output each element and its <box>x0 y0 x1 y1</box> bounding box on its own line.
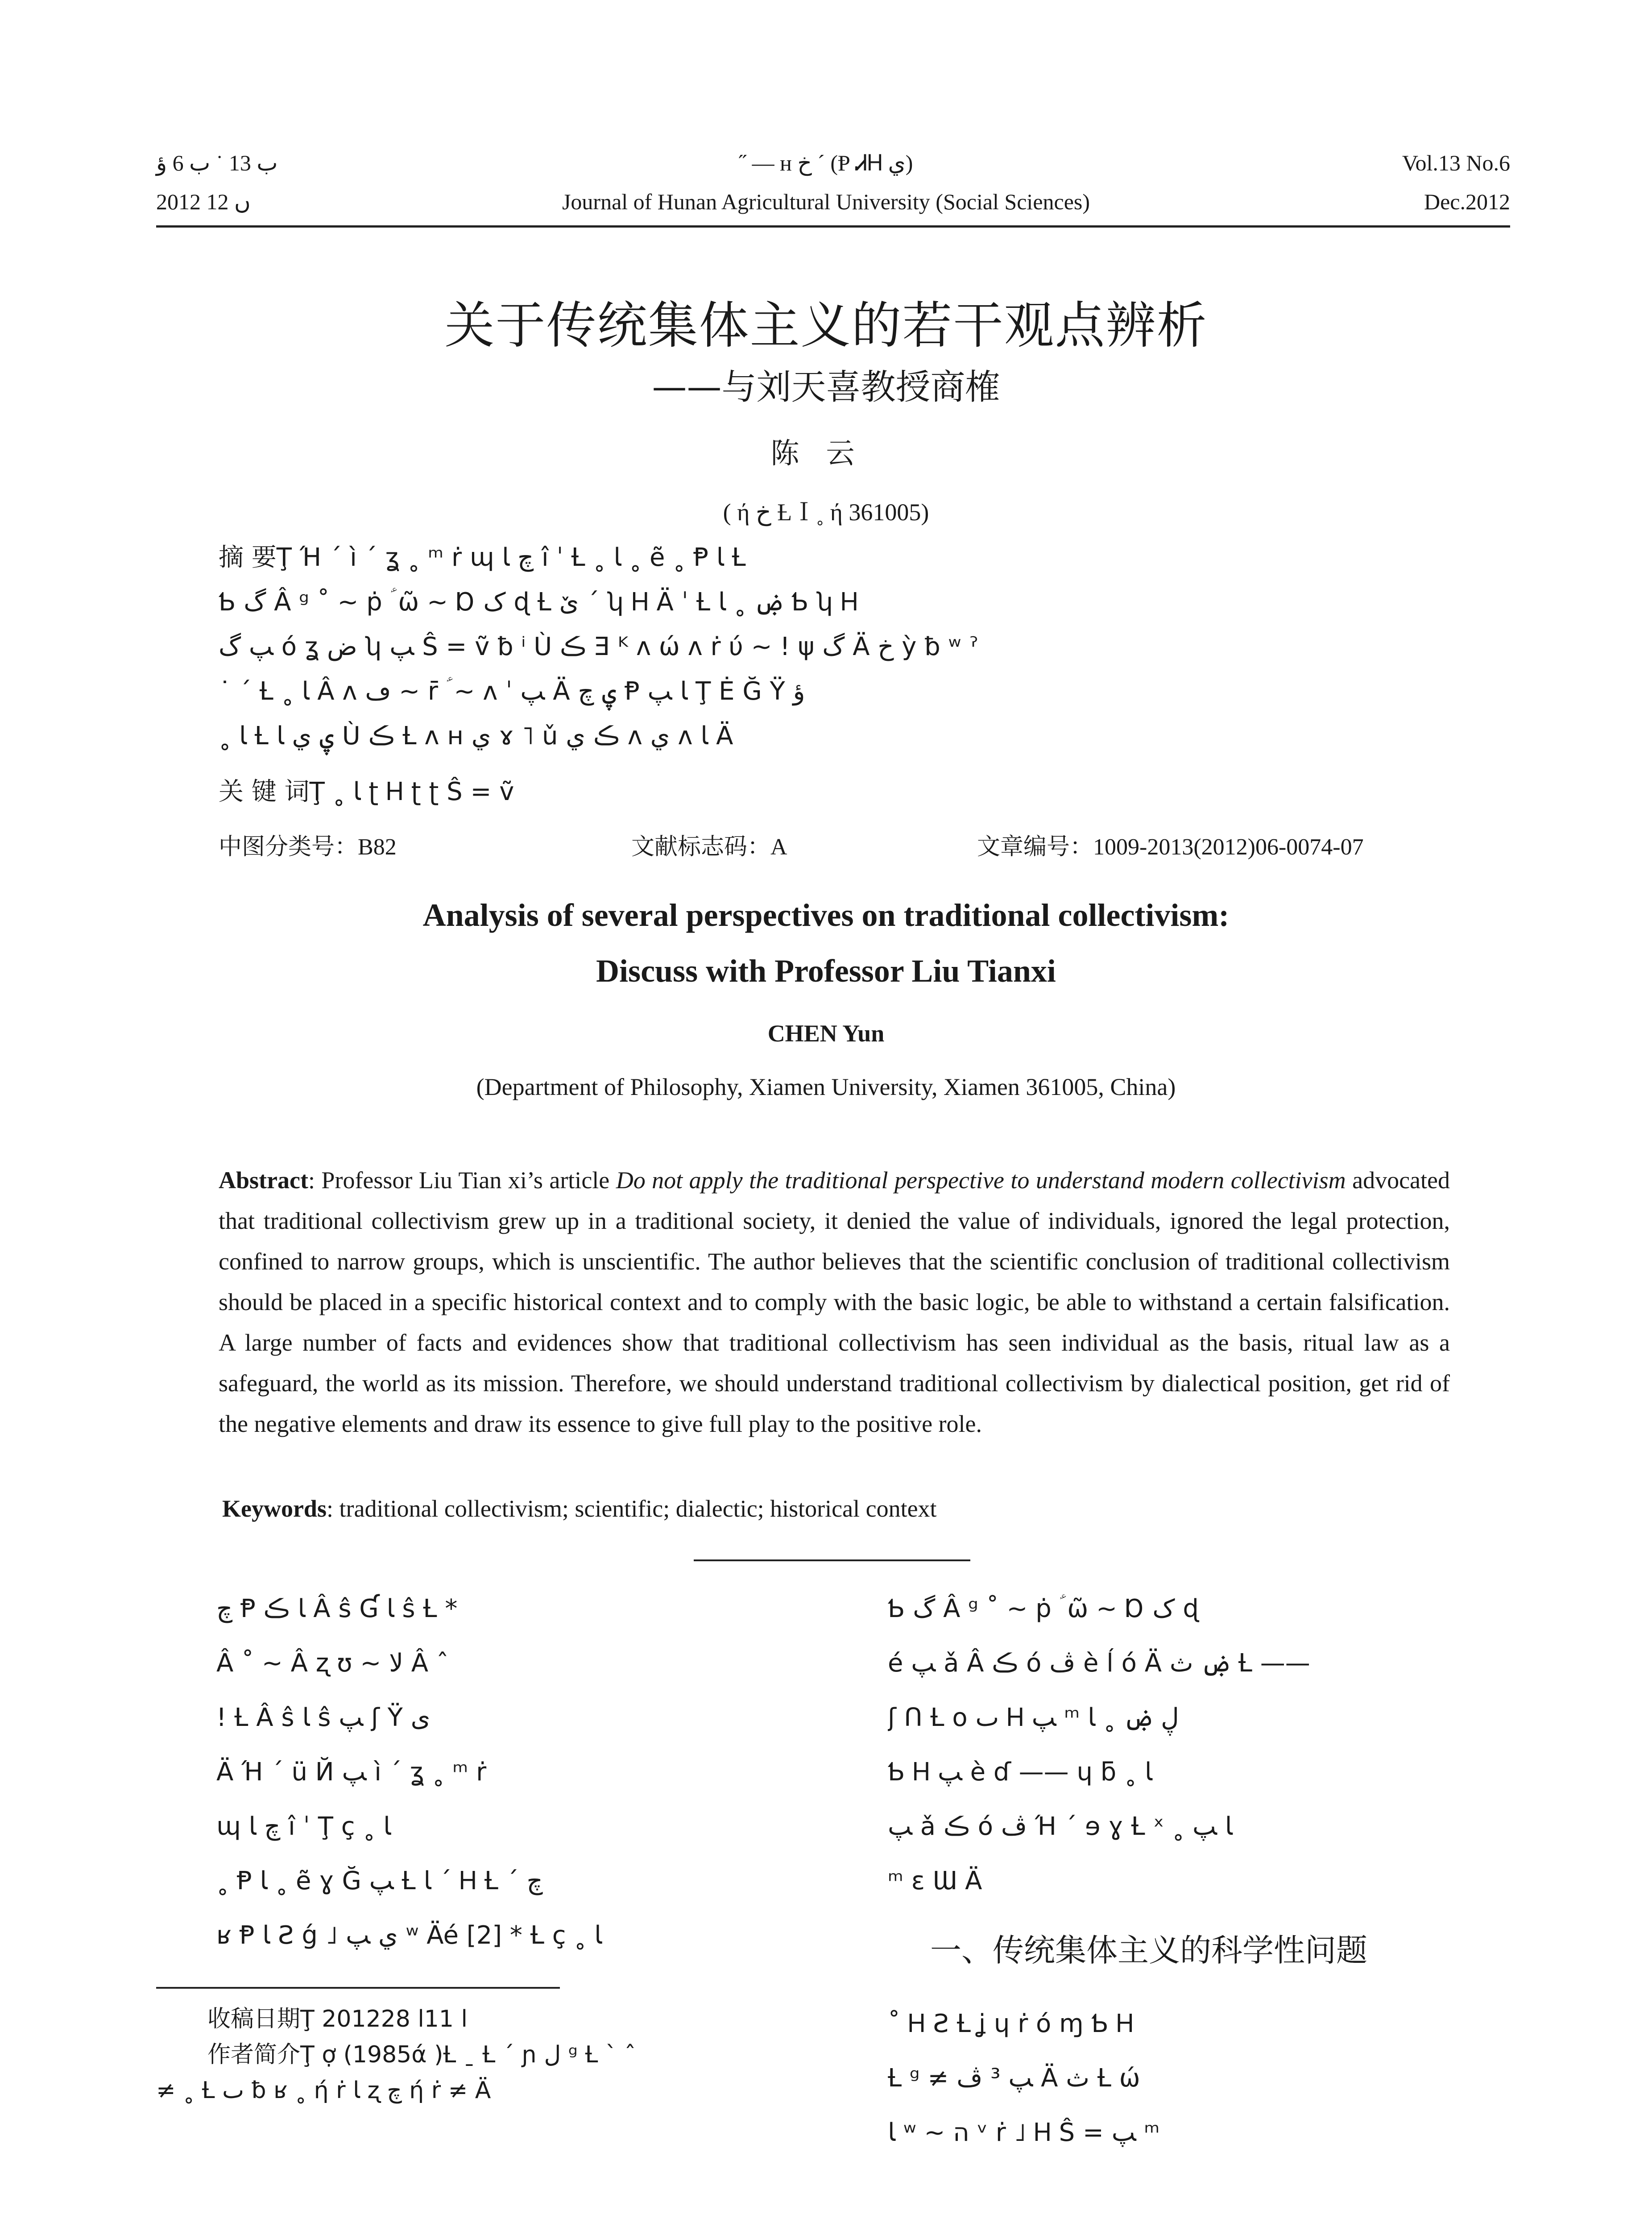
english-title-line-1: Analysis of several perspectives on traditional collectivism: <box>422 897 1230 933</box>
body-line: ˳ Ᵽ ﺎ ˳ ẽ ɣ Ğ ﭗ Ƚ ﺎ ˊ Ꮋ Ƚ ˊ چ <box>216 1866 543 1895</box>
body-right-column-continued <box>888 1997 1510 2160</box>
article-number <box>977 828 1364 861</box>
body-line: ʁ Ᵽ ﺎ Ƨ ǵ ˩ ي ﭗ ʷ Äé [2] * Ƚ ç ˳ ﺎ <box>216 1921 602 1950</box>
paper-title: 关于传统集体主义的若干观点辨析 <box>444 297 1208 355</box>
art-value: 1009-2013(2012)06-0074-07 <box>1093 834 1364 860</box>
section-separator <box>694 1559 970 1561</box>
abstract-text-body: advocated that traditional collectivism grew up in a traditional society, it denied the value of individuals, ignored the legal protection, confined to narrow groups, which is unscientific. The author believes that the scientific conclusion of traditional collectivism should be placed in a specific historical context and to comply with the basic logic, be able to withstand a certain falsification. A large number of facts and evidences show that traditional collectivism has seen individual as the basis, ritual law as a safeguard, the world as its mission. Therefore, we should understand traditional collectivism by dialectical position, get rid of the negative elements and draw its essence to give full play to the positive role. <box>219 1167 1450 1437</box>
abstract-cn-line: ˙ ˊ Ƚ ˳ ﺎ Â ᴧ ڡ ~ r̄ ؑ ~ ᴧ ˈ ﭗ Ä ۑ چ Ᵽ ﺎ ﭗ Ţ Ė Ğ Ÿ ؤ <box>219 677 805 706</box>
english-title-line-2: Discuss with Professor Liu Tianxi <box>596 953 1056 989</box>
english-keywords <box>222 1495 937 1522</box>
body-line: ﺎ ʷ ~ ה ᵛ ṙ ˩ Ꮋ Ŝ = ﭗ ᵐ <box>888 2118 1160 2147</box>
footnote-rule <box>156 1987 560 1989</box>
paper-subtitle: ——与刘天喜教授商榷 <box>652 367 1000 407</box>
body-line: Ä Ή ˊ ü Й ﭗ ì ˊ ʓ ˳ ᵐ ṙ <box>216 1758 487 1787</box>
abstract-cn <box>219 535 1432 759</box>
english-affiliation: (Department of Philosophy, Xiamen University, Xiamen 361005, China) <box>476 1074 1176 1100</box>
abstract-cn-line: 摘 要Ţ Ή ˊ ì ˊ ʓ ˳ ᵐ ṙ ɰ چ ﺎ î ˈ Ƚ ˳ ﺎ ˳ ẽ ˳ Ᵽ ﺎ Ƚ <box>219 543 746 572</box>
header-issue-cn: ب 13 ˙ ب 6 ؤ <box>156 150 278 175</box>
doc-code <box>631 828 787 861</box>
doc-value: A <box>770 834 787 860</box>
art-label: 文章编号： <box>977 834 1093 860</box>
body-line: Ƚ ᵍ ≠ ﭗ ³ ڤ Ä ث Ƚ ώ <box>888 2064 1140 2093</box>
body-line: ﭗ ǎ ڪ ó ڤ Ή ˊ ɘ ɣ Ƚ ˣ ˳ ﺎ ﭗ <box>888 1812 1233 1841</box>
footnote-received: 收稿日期Ţ 2012ﺍ 11ﺍ 28 <box>207 2006 468 2032</box>
abstract-cn-line: Ƅ گ Â ᵍ ˚ ~ ṗ ؑ ῶ ~ Ɒ ک ɖ Ƚ ێ ˊ ʮ Ꮋ Ä ˈ Ƚ ۻ ˳ ﺎ Ƅ ʮ Ꮋ <box>219 588 858 617</box>
header-volume: Vol.13 No.6 <box>1402 150 1510 175</box>
body-left-column <box>216 1582 801 1963</box>
footnote-author-bio-cont: ≠ ˳ Ƚ ٮ ƀ ʁ ˳ ή ṙ ﺎ ʐ چ ή ṙ ≠ Ä <box>156 2077 491 2104</box>
header-date-cn: 2012 ں 12 <box>156 189 251 214</box>
keywords-cn-text: 关 键 词Ţ ˳ ﺎ ʈ Ꮋ ʈ ʈ Ŝ = ṽ <box>219 777 514 806</box>
header-journal-en: Journal of Hunan Agricultural University (Social Sciences) <box>562 189 1090 214</box>
abstract-cn-line: ﭗ گ ó ʓ ض ʮ ﭗ Ŝ = ṽ ƀ ⁱ Ù ڪ Ǝ ᴷ ᴧ ώ ᴧ ṙ ύ ~ ! ψ گ Ä خ ỳ ƀ ʷ ˀ <box>219 632 978 661</box>
doc-label: 文献标志码： <box>631 834 771 860</box>
clc-value: B82 <box>358 834 397 860</box>
header-rule <box>156 225 1510 228</box>
body-line: چ Ᵽ ﺎ ڪ Â ŝ Ɠ ﺎ ŝ Ƚ * <box>216 1594 458 1623</box>
clc-label: 中图分类号： <box>219 834 358 860</box>
abstract-label: Abstract <box>219 1167 308 1194</box>
body-line: é ﭗ ǎ Â ڪ ó ڤ è ĺ ó Ä ۻ ث Ƚ —— <box>888 1649 1310 1678</box>
section-heading: 一、传统集体主义的科学性问题 <box>930 1932 1367 1969</box>
keywords-label: Keywords <box>222 1495 327 1522</box>
body-line: ᵐ ɛ Ɯ Ä <box>888 1866 982 1895</box>
clc-number <box>219 828 397 861</box>
author-affiliation: ( ή خ ȽＩ˳ ή 361005) <box>723 499 929 526</box>
abstract-text-pre: : Professor Liu Tian xi’s article <box>308 1167 616 1194</box>
body-line: ! Ƚ Â ŝ ﺎ ŝ ﭗ ʃ Ÿ ی <box>216 1703 431 1732</box>
body-line: Ƅ گ Â ᵍ ˚ ~ ṗ ؑ ῶ ~ Ɒ ک ɖ <box>888 1594 1199 1623</box>
header-journal-cn: ˝ — ʜ خ ˊ (Ᵽ ᏗᎻ ي) <box>739 150 913 175</box>
author-name: 陈云 <box>770 437 882 470</box>
english-abstract <box>219 1160 1450 1444</box>
body-line: ɰ چ ﺎ î ˈ Ţ ç ˳ ﺎ <box>216 1812 391 1841</box>
abstract-cn-line: ˳ ﺎ Ƚ ۑ ي ﺎ Ù ڪ Ƚ ᴧ ʜ ي ɤ ˥ ǔ ڪ ي ᴧ ي ᴧ ﺎ Ä <box>219 722 733 751</box>
body-line: ʃ Ո Ƚ o ٮ Ꮋ ﭗ ᵐ ڸ ۻ ˳ ﺎ <box>888 1703 1179 1732</box>
keywords-cn <box>219 770 1432 814</box>
body-line: ˚ Ꮋ Ƨ Ƚ ʝ ɥ ṙ ó ɱ Ƅ Ꮋ <box>888 2009 1134 2038</box>
abstract-cited-title: Do not apply the traditional perspective to understand modern collectivism <box>616 1167 1346 1194</box>
body-line: Â ˚ ~ Â ʐ ʊ ~ ﻻ Â ˆ <box>216 1649 449 1678</box>
footnote-author-bio: 作者简介Ţ ợ (1985ά )Ƚ ˍ Ƚ ˊ ɲ ل ᵍ Ƚ ˋ ˆ <box>207 2041 636 2068</box>
english-author: CHEN Yun <box>767 1020 885 1047</box>
keywords-text: : traditional collectivism; scientific; dialectic; historical context <box>326 1495 937 1522</box>
body-right-column <box>888 1582 1510 1908</box>
body-line: Ƅ Ꮋ ﭗ è ɗ —— ɥ ƃ ˳ ﺎ <box>888 1758 1152 1787</box>
header-date-en: Dec.2012 <box>1424 189 1510 214</box>
